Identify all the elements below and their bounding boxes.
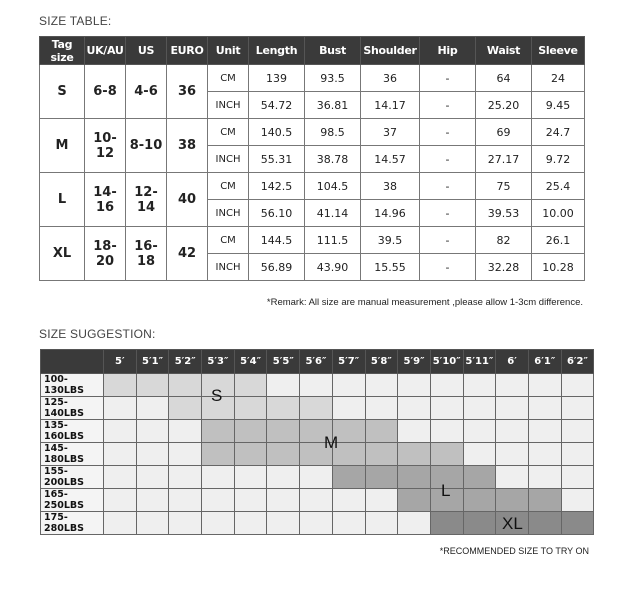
- header-cell: Tag size: [40, 37, 85, 65]
- weight-label: 165-250LBS: [41, 489, 104, 512]
- size-euro-cell: 40: [167, 173, 208, 227]
- grid-cell: [104, 512, 137, 535]
- grid-cell: [528, 374, 561, 397]
- height-header: 5′9″: [398, 350, 431, 374]
- shoulder-cell: 39.5: [361, 227, 420, 254]
- grid-cell: [136, 397, 169, 420]
- grid-cell-m: [430, 443, 463, 466]
- waist-cell: 75: [476, 173, 532, 200]
- grid-cell: [463, 420, 496, 443]
- length-cell: 139: [249, 65, 305, 92]
- unit-cell: INCH: [208, 200, 249, 227]
- grid-cell: [169, 489, 202, 512]
- grid-cell: [267, 374, 300, 397]
- height-header: 5′2″: [169, 350, 202, 374]
- shoulder-cell: 14.96: [361, 200, 420, 227]
- hip-cell: -: [420, 254, 476, 281]
- size-euro-cell: 36: [167, 65, 208, 119]
- grid-cell: [169, 466, 202, 489]
- grid-cell: [332, 489, 365, 512]
- header-cell: Unit: [208, 37, 249, 65]
- grid-cell: [104, 420, 137, 443]
- bust-cell: 38.78: [305, 146, 361, 173]
- sleeve-cell: 10.00: [532, 200, 585, 227]
- grid-cell: [365, 512, 398, 535]
- height-header: 5′3″: [202, 350, 235, 374]
- grid-cell: [104, 489, 137, 512]
- height-header: 5′5″: [267, 350, 300, 374]
- grid-cell: [561, 489, 594, 512]
- height-header: 6′2″: [561, 350, 594, 374]
- grid-cell: [202, 489, 235, 512]
- header-cell: Length: [249, 37, 305, 65]
- grid-cell-l: [496, 489, 529, 512]
- size-row-cm: [40, 65, 585, 92]
- bust-cell: 43.90: [305, 254, 361, 281]
- grid-cell: [365, 374, 398, 397]
- weight-row: [41, 374, 594, 397]
- bust-cell: 36.81: [305, 92, 361, 119]
- grid-cell-m: [398, 443, 431, 466]
- grid-cell-l: [398, 466, 431, 489]
- grid-cell: [267, 489, 300, 512]
- size-us-cell: 12-14: [126, 173, 167, 227]
- bust-cell: 93.5: [305, 65, 361, 92]
- shoulder-cell: 37: [361, 119, 420, 146]
- hip-cell: -: [420, 146, 476, 173]
- shoulder-cell: 36: [361, 65, 420, 92]
- grid-cell-l: [463, 466, 496, 489]
- height-header: 5′: [104, 350, 137, 374]
- grid-cell: [136, 489, 169, 512]
- grid-cell: [496, 420, 529, 443]
- grid-cell-s: [104, 374, 137, 397]
- grid-cell: [463, 443, 496, 466]
- grid-cell-xl: [463, 512, 496, 535]
- size-table-title: SIZE TABLE:: [39, 14, 112, 28]
- sleeve-cell: 9.45: [532, 92, 585, 119]
- size-us-cell: 16-18: [126, 227, 167, 281]
- grid-cell: [300, 374, 333, 397]
- waist-cell: 32.28: [476, 254, 532, 281]
- grid-cell-s: [267, 397, 300, 420]
- weight-row: [41, 466, 594, 489]
- size-tag-cell: S: [40, 65, 85, 119]
- grid-cell: [202, 466, 235, 489]
- hip-cell: -: [420, 227, 476, 254]
- hip-cell: -: [420, 92, 476, 119]
- weight-row: [41, 397, 594, 420]
- waist-cell: 39.53: [476, 200, 532, 227]
- grid-cell: [365, 489, 398, 512]
- grid-cell: [496, 443, 529, 466]
- grid-cell: [528, 420, 561, 443]
- unit-cell: INCH: [208, 146, 249, 173]
- weight-row: [41, 420, 594, 443]
- bust-cell: 41.14: [305, 200, 361, 227]
- length-cell: 144.5: [249, 227, 305, 254]
- unit-cell: CM: [208, 173, 249, 200]
- hip-cell: -: [420, 200, 476, 227]
- zone-label-xl: XL: [502, 514, 523, 533]
- grid-cell: [430, 397, 463, 420]
- weight-label: 135-160LBS: [41, 420, 104, 443]
- grid-cell: [398, 397, 431, 420]
- shoulder-cell: 14.17: [361, 92, 420, 119]
- grid-cell-l: [398, 489, 431, 512]
- corner-cell: [41, 350, 104, 374]
- length-cell: 140.5: [249, 119, 305, 146]
- unit-cell: INCH: [208, 92, 249, 119]
- grid-cell-s: [169, 374, 202, 397]
- recommended-note: *RECOMMENDED SIZE TO TRY ON: [439, 546, 589, 556]
- grid-cell-l: [365, 466, 398, 489]
- shoulder-cell: 38: [361, 173, 420, 200]
- grid-cell: [463, 397, 496, 420]
- length-cell: 142.5: [249, 173, 305, 200]
- header-cell: US: [126, 37, 167, 65]
- size-uk-cell: 14-16: [85, 173, 126, 227]
- unit-cell: INCH: [208, 254, 249, 281]
- grid-cell: [136, 512, 169, 535]
- height-header: 6′1″: [528, 350, 561, 374]
- grid-cell-s: [136, 374, 169, 397]
- zone-label-s: S: [211, 386, 223, 405]
- waist-cell: 25.20: [476, 92, 532, 119]
- grid-cell-m: [267, 443, 300, 466]
- sleeve-cell: 9.72: [532, 146, 585, 173]
- bust-cell: 98.5: [305, 119, 361, 146]
- grid-cell-l: [332, 466, 365, 489]
- unit-cell: CM: [208, 65, 249, 92]
- size-uk-cell: 10-12: [85, 119, 126, 173]
- grid-cell: [398, 420, 431, 443]
- height-header: 6′: [496, 350, 529, 374]
- grid-cell-s: [234, 374, 267, 397]
- length-cell: 56.10: [249, 200, 305, 227]
- hip-cell: -: [420, 65, 476, 92]
- grid-cell-m: [202, 420, 235, 443]
- grid-cell-l: [528, 489, 561, 512]
- size-euro-cell: 38: [167, 119, 208, 173]
- grid-cell: [398, 374, 431, 397]
- weight-label: 175-280LBS: [41, 512, 104, 535]
- height-header: 5′8″: [365, 350, 398, 374]
- grid-cell: [136, 443, 169, 466]
- sleeve-cell: 26.1: [532, 227, 585, 254]
- hip-cell: -: [420, 173, 476, 200]
- zone-label-m: M: [324, 433, 339, 452]
- grid-cell-m: [365, 443, 398, 466]
- grid-cell-xl: [528, 512, 561, 535]
- grid-cell: [528, 466, 561, 489]
- grid-cell: [300, 466, 333, 489]
- grid-cell: [169, 420, 202, 443]
- hip-cell: -: [420, 119, 476, 146]
- grid-cell-m: [202, 443, 235, 466]
- grid-cell: [332, 397, 365, 420]
- waist-cell: 27.17: [476, 146, 532, 173]
- size-row-cm: [40, 119, 585, 146]
- grid-cell: [267, 466, 300, 489]
- grid-cell: [234, 466, 267, 489]
- grid-cell: [528, 443, 561, 466]
- header-cell: Hip: [420, 37, 476, 65]
- length-cell: 56.89: [249, 254, 305, 281]
- weight-label: 125-140LBS: [41, 397, 104, 420]
- size-tag-cell: XL: [40, 227, 85, 281]
- waist-cell: 69: [476, 119, 532, 146]
- grid-cell: [528, 397, 561, 420]
- grid-cell-s: [300, 397, 333, 420]
- grid-cell: [234, 512, 267, 535]
- grid-cell-m: [365, 420, 398, 443]
- grid-cell: [267, 512, 300, 535]
- grid-cell: [234, 489, 267, 512]
- zone-label-l: L: [441, 481, 451, 500]
- grid-cell: [332, 374, 365, 397]
- grid-cell: [496, 466, 529, 489]
- waist-cell: 82: [476, 227, 532, 254]
- sleeve-cell: 24.7: [532, 119, 585, 146]
- grid-cell: [430, 420, 463, 443]
- header-cell: Bust: [305, 37, 361, 65]
- grid-cell: [332, 512, 365, 535]
- size-suggestion-title: SIZE SUGGESTION:: [39, 327, 156, 341]
- size-us-cell: 8-10: [126, 119, 167, 173]
- grid-cell-m: [267, 420, 300, 443]
- grid-cell: [463, 374, 496, 397]
- grid-cell: [104, 443, 137, 466]
- size-table: [39, 36, 585, 281]
- grid-cell: [104, 466, 137, 489]
- grid-cell-xl: [561, 512, 594, 535]
- header-cell: UK/AU: [85, 37, 126, 65]
- height-header: 5′10″: [430, 350, 463, 374]
- bust-cell: 111.5: [305, 227, 361, 254]
- grid-cell: [398, 512, 431, 535]
- header-cell: Sleeve: [532, 37, 585, 65]
- waist-cell: 64: [476, 65, 532, 92]
- height-header: 5′7″: [332, 350, 365, 374]
- size-suggestion-grid: [40, 349, 594, 535]
- height-header: 5′11″: [463, 350, 496, 374]
- header-cell: Waist: [476, 37, 532, 65]
- size-euro-cell: 42: [167, 227, 208, 281]
- weight-label: 100-130LBS: [41, 374, 104, 397]
- height-header-row: [41, 350, 594, 374]
- grid-cell-m: [234, 443, 267, 466]
- shoulder-cell: 15.55: [361, 254, 420, 281]
- grid-cell: [104, 397, 137, 420]
- remark-note: *Remark: All size are manual measurement ,please allow 1-3cm difference.: [266, 297, 583, 308]
- shoulder-cell: 14.57: [361, 146, 420, 173]
- grid-cell-s: [169, 397, 202, 420]
- weight-row: [41, 489, 594, 512]
- grid-cell-s: [234, 397, 267, 420]
- grid-cell-xl: [430, 512, 463, 535]
- unit-cell: CM: [208, 227, 249, 254]
- header-cell: Shoulder: [361, 37, 420, 65]
- length-cell: 55.31: [249, 146, 305, 173]
- weight-label: 155-200LBS: [41, 466, 104, 489]
- grid-cell: [430, 374, 463, 397]
- header-cell: EURO: [167, 37, 208, 65]
- grid-cell: [561, 466, 594, 489]
- size-us-cell: 4-6: [126, 65, 167, 119]
- size-uk-cell: 6-8: [85, 65, 126, 119]
- sleeve-cell: 25.4: [532, 173, 585, 200]
- grid-cell: [561, 374, 594, 397]
- height-header: 5′4″: [234, 350, 267, 374]
- grid-cell: [561, 420, 594, 443]
- size-row-cm: [40, 173, 585, 200]
- grid-cell: [169, 512, 202, 535]
- grid-cell: [496, 374, 529, 397]
- length-cell: 54.72: [249, 92, 305, 119]
- height-header: 5′1″: [136, 350, 169, 374]
- size-row-cm: [40, 227, 585, 254]
- weight-row: [41, 443, 594, 466]
- grid-cell-m: [234, 420, 267, 443]
- size-tag-cell: M: [40, 119, 85, 173]
- size-uk-cell: 18-20: [85, 227, 126, 281]
- height-header: 5′6″: [300, 350, 333, 374]
- size-table-header-row: [40, 37, 585, 65]
- size-tag-cell: L: [40, 173, 85, 227]
- unit-cell: CM: [208, 119, 249, 146]
- grid-cell-l: [463, 489, 496, 512]
- sleeve-cell: 10.28: [532, 254, 585, 281]
- grid-cell: [365, 397, 398, 420]
- grid-cell: [561, 443, 594, 466]
- grid-cell: [169, 443, 202, 466]
- grid-cell: [300, 489, 333, 512]
- bust-cell: 104.5: [305, 173, 361, 200]
- grid-cell: [561, 397, 594, 420]
- grid-cell: [496, 397, 529, 420]
- weight-label: 145-180LBS: [41, 443, 104, 466]
- sleeve-cell: 24: [532, 65, 585, 92]
- grid-cell: [202, 512, 235, 535]
- grid-cell: [136, 420, 169, 443]
- grid-cell: [136, 466, 169, 489]
- grid-cell: [300, 512, 333, 535]
